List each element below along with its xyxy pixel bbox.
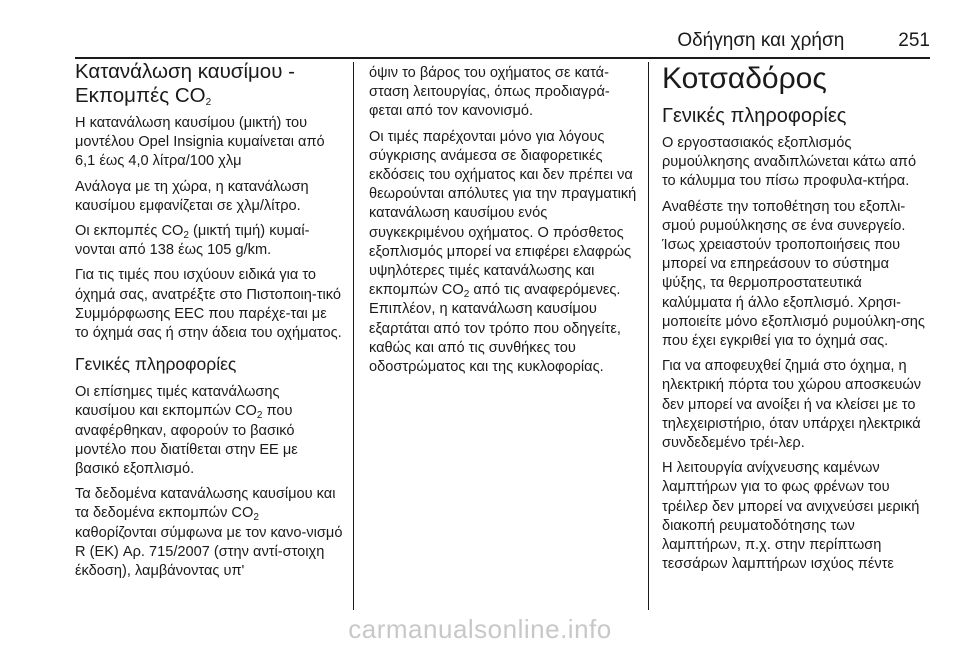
subheading-general-info: Γενικές πληροφορίες (75, 354, 237, 375)
column-divider-2 (648, 62, 649, 610)
paragraph: Για τις τιμές που ισχύουν ειδικά για το όχημά σας, ανατρέξτε στο Πιστοποιη-τικό Συμμόρφωσης EEC που παρέχε-ται με το όχημά σας ή στην άδεια του οχήματος. (75, 267, 342, 342)
heading-fuel-consumption: Κατανάλωση καυσίμου - Εκπομπές $CO_2$ (75, 60, 295, 108)
paragraph: Τα δεδομένα κατανάλωσης καυσίμου και τα δεδομένα εκπομπών $CO_2$ καθορίζονται σύμφωνα με τον κανο-νισμό R (ΕΚ) Αρ. 715/2007 (στην αντί-στοιχη έκδοση), λαμβάνοντας υπ' (75, 486, 343, 580)
paragraph: Η κατανάλωση καυσίμου (μικτή) του μοντέλου Opel Insignia κυμαίνεται από 6,1 έως 4,0 λίτρα/100 χλμ (75, 115, 325, 170)
subheading-general-info: Γενικές πληροφορίες (662, 105, 847, 127)
column-2 (369, 64, 637, 383)
paragraph: Αναθέστε την τοποθέτηση του εξοπλι-σμού ρυμούλκησης σε ένα συνεργείο. Ίσως χρειαστούν τροποποιήσεις που μπορεί να επηρεάσουν το σύστημα ψύξης, τα θερμοπροστατευτικά καλύμματα ή άλλο εξοπλισμό. Χρησι-μοποιείτε μόνο εξοπλισμό ρυμούλκη-σης που έχει εγκριθεί για το όχημά σας. (662, 198, 925, 350)
paragraph: Οι επίσημες τιμές κατανάλωσης καυσίμου και εκπομπών $CO_2$ που αναφέρθηκαν, αφορούν το βασικό μοντέλο που διατίθεται στην ΕΕ με βασικό εξοπλισμό. (75, 384, 298, 478)
paragraph: Για να αποφευχθεί ζημιά στο όχημα, η ηλεκτρική πόρτα του χώρου αποσκευών δεν μπορεί να ανοίξει ή να κλείσει με το τηλεχειριστήριο, όταν υπάρχει ηλεκτρικά συνδεδεμένο τρέι-λερ. (662, 358, 922, 452)
column-divider-1 (353, 62, 354, 610)
paragraph: Ο εργοστασιακός εξοπλισμός ρυμούλκησης αναδιπλώνεται κάτω από το κάλυμμα του πίσω προφυλα-κτήρα. (662, 135, 917, 190)
paragraph: Ανάλογα με τη χώρα, η κατανάλωση καυσίμου εμφανίζεται σε χλμ/λίτρο. (75, 178, 309, 214)
section-title: Οδήγηση και χρήση (677, 30, 845, 51)
watermark: carmanualsonline.info (348, 614, 612, 644)
header-rule (75, 57, 930, 59)
heading-tow-bar: Κοτσαδόρος (662, 62, 827, 95)
page-header (75, 28, 930, 54)
page-number: 251 (898, 30, 930, 51)
paragraph: Οι τιμές παρέχονται μόνο για λόγους σύγκρισης ανάμεσα σε διαφορετικές εκδόσεις του οχήματος και δεν πρέπει να θεωρούνται απόλυτες για την πραγματική κατανάλωση καυσίμου ενός συγκεκριμένου οχήματος. Ο πρόσθετος εξοπλισμός μπορεί να επιφέρει ελαφρώς υψηλότερες τιμές κατανάλωσης και εκπομπών $CO_2$ από τις αναφερόμενες. Επιπλέον, η κατανάλωση καυσίμου εξαρτάται από τον τρόπο που οδηγείτε, καθώς και από τις συνθήκες του οδοστρώματος και της κυκλοφορίας. (369, 128, 637, 376)
column-1 (75, 60, 343, 587)
paragraph: Οι εκπομπές $CO_2$ (μικτή τιμή) κυμαί-νονται από 138 έως 105 g/km. (75, 223, 310, 259)
paragraph: όψιν το βάρος του οχήματος σε κατά-σταση λειτουργίας, όπως προδιαγρά-φεται από τον κανονισμό. (369, 65, 610, 120)
column-3 (662, 60, 932, 580)
paragraph: Η λειτουργία ανίχνευσης καμένων λαμπτήρων για το φως φρένων του τρέιλερ δεν μπορεί να ανιχνεύσει μερική διακοπή ρευματοδότησης των λαμπτήρων, π.χ. στην περίπτωση τεσσάρων λαμπτήρων ισχύος πέντε (662, 460, 920, 573)
